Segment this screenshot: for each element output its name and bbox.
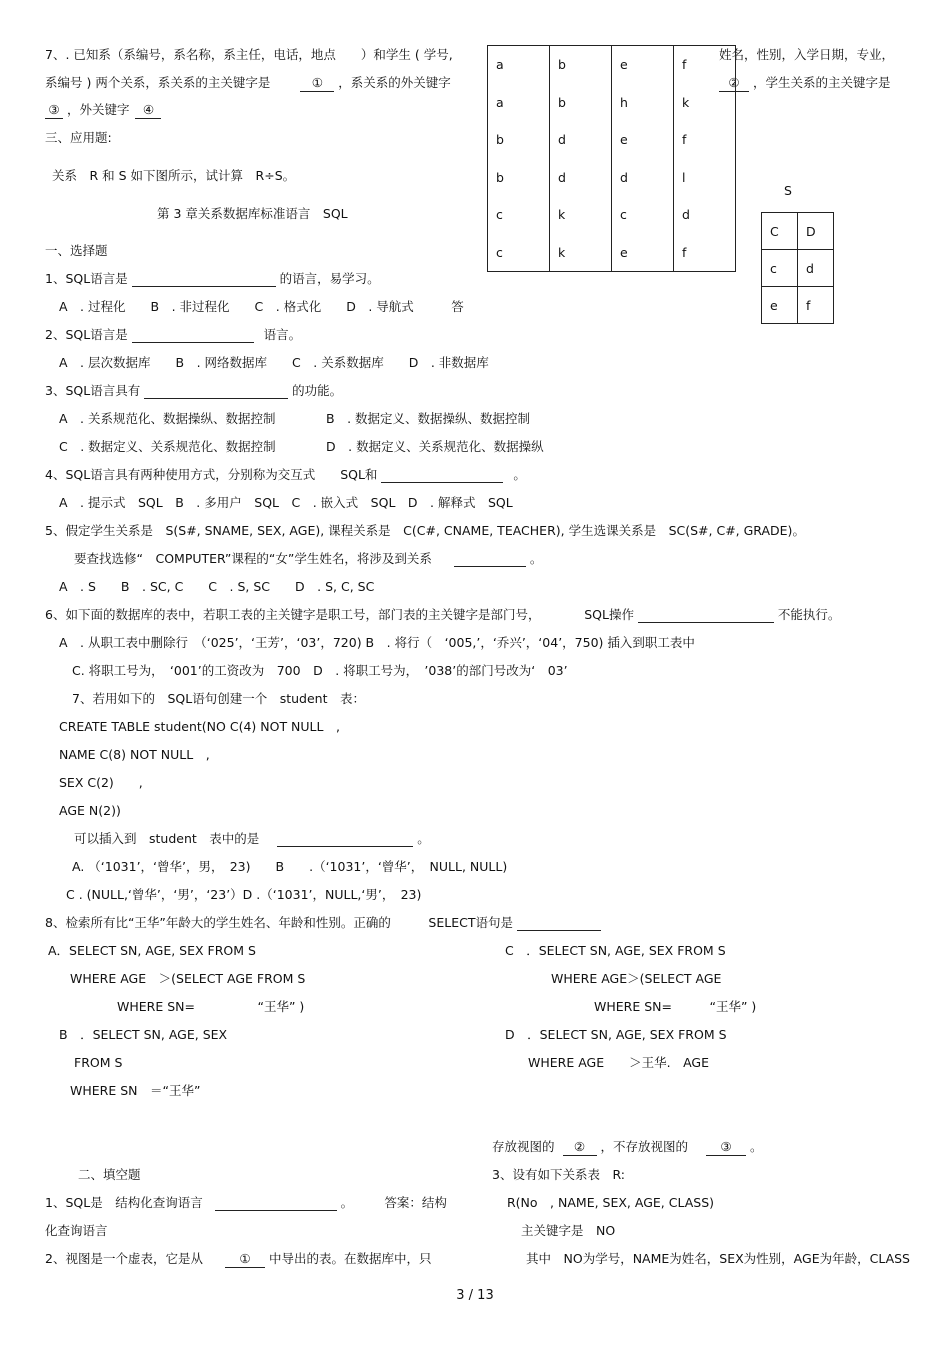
q8-option-a2: WHERE AGE ＞(SELECT AGE FROM S	[70, 971, 306, 986]
q8-option-c2: WHERE AGE＞(SELECT AGE	[551, 971, 722, 986]
section-1-heading: 一、选择题	[45, 243, 108, 258]
table-r-cell: b	[550, 84, 612, 122]
q4-question	[45, 467, 526, 483]
table-s-cell: e	[762, 287, 798, 324]
table-r-cell: c	[612, 196, 674, 234]
table-s-cell: d	[798, 250, 834, 287]
table-r-cell: b	[550, 46, 612, 84]
table-r-cell: d	[550, 159, 612, 197]
q8-option-a1: A．SELECT SN, AGE, SEX FROM S	[48, 943, 256, 958]
table-s-cell: c	[762, 250, 798, 287]
q8-option-c3: WHERE SN= “王华” )	[594, 999, 757, 1014]
blank-3: ③	[45, 102, 63, 119]
q8-line1-text: 8、检索所有比“王华”年龄大的学生姓名、年龄和性别。正确的 SELECT语句是	[45, 915, 513, 930]
section-3-heading: 三、应用题:	[45, 130, 112, 145]
q3-text: 3、SQL语言具有	[45, 383, 141, 398]
q7-line1: 7、. 已知系（系编号，系名称，系主任，电话，地点 ）和学生 ( 学号,	[45, 47, 453, 62]
q8-option-b2: FROM S	[74, 1055, 123, 1070]
f1-blank	[215, 1196, 337, 1211]
table-r-row	[488, 46, 736, 84]
q5-blank	[454, 552, 526, 567]
q7sql-code2: NAME C(8) NOT NULL ,	[59, 747, 210, 762]
f3-line1: 3、设有如下关系表 R:	[492, 1167, 625, 1182]
q5-line2	[74, 551, 542, 567]
f3-line2: R(No , NAME, SEX, AGE, CLASS)	[507, 1195, 715, 1210]
table-s-row	[762, 287, 834, 324]
table-r-cell: f	[674, 234, 736, 272]
q6-options-ab: A . 从职工表中删除行 （‘025’，‘王芳’，‘03’，720) B . 将行（ ‘005,’，‘乔兴’，‘04’，750) 插入到职工表中	[59, 635, 695, 650]
q7-right-line1: 姓名，性别，入学日期，专业，	[719, 47, 895, 62]
table-r-cell: a	[488, 84, 550, 122]
f2-line	[45, 1251, 431, 1268]
table-r-cell: k	[550, 234, 612, 272]
q3-blank	[144, 384, 288, 399]
q8-option-d1: D ．SELECT SN, AGE, SEX FROM S	[505, 1027, 727, 1042]
q3-option-a: A . 关系规范化、数据操纵、数据控制	[59, 411, 276, 426]
blank-4: ④	[135, 102, 161, 119]
q2-options: A . 层次数据库 B . 网络数据库 C . 关系数据库 D . 非数据库	[59, 355, 489, 370]
table-r-row	[488, 234, 736, 272]
q1-question	[45, 271, 380, 287]
q7-line2-text-b: ，系关系的外关键字	[338, 75, 451, 90]
q2-question	[45, 327, 301, 343]
q5-line1: 5、假定学生关系是 S(S#, SNAME, SEX, AGE), 课程关系是 C(C#, CNAME, TEACHER), 学生选课关系是 SC(S#, C#, GRADE)。	[45, 523, 805, 538]
q4-text-b: 。	[513, 467, 526, 482]
q4-options: A . 提示式 SQL B . 多用户 SQL C . 嵌入式 SQL D . 解释式 SQL	[59, 495, 513, 510]
q6-options-cd: C. 将职工号为， ‘001’的工资改为 700 D . 将职工号为， ’038’的部门号改为‘ 03’	[72, 663, 568, 678]
relation-question: 关系 R 和 S 如下图所示，试计算 R÷S。	[52, 168, 296, 183]
q7sql-line2-end: 。	[417, 831, 430, 846]
q3-text-b: 的功能。	[292, 383, 343, 398]
table-r-cell: e	[612, 46, 674, 84]
q3-option-c: C . 数据定义、关系规范化、数据控制	[59, 439, 276, 454]
f2-text: 2、视图是一个虚表，它是从	[45, 1251, 203, 1266]
q7sql-line2-text: 可以插入到 student 表中的是	[74, 831, 260, 846]
q7-line3-text: ，外关键字	[66, 102, 130, 117]
page-number: 3 / 13	[456, 1288, 494, 1303]
table-r	[487, 45, 736, 272]
q2-blank	[132, 328, 254, 343]
q8-blank	[517, 916, 601, 931]
table-r-cell: c	[488, 196, 550, 234]
q1-options: A . 过程化 B . 非过程化 C . 格式化 D . 导航式 答	[59, 299, 464, 314]
q8-option-c1: C ．SELECT SN, AGE, SEX FROM S	[505, 943, 726, 958]
f3-line4: 其中 NO为学号，NAME为姓名，SEX为性别，AGE为年龄，CLASS	[526, 1251, 910, 1266]
view-cont-text-a: 存放视图的	[492, 1139, 555, 1154]
table-r-cell: d	[674, 196, 736, 234]
q1-blank	[132, 272, 276, 287]
q1-text-b: 的语言，易学习。	[279, 271, 380, 286]
table-s-label: S	[784, 183, 792, 198]
table-r-cell: f	[674, 46, 736, 84]
q6-line1-end: 不能执行。	[777, 607, 841, 622]
blank-1: ①	[300, 75, 334, 92]
q7sql-code4: AGE N(2))	[59, 803, 121, 818]
q7sql-options-ab: A. （‘1031’，‘曾华’，男， 23) B .（‘1031’，‘曾华’， NULL, NULL)	[72, 859, 508, 874]
table-r-cell: b	[488, 121, 550, 159]
q7sql-code3: SEX C(2) ,	[59, 775, 143, 790]
table-r-cell: k	[674, 84, 736, 122]
q7-line2	[45, 75, 451, 92]
table-s-cell: f	[798, 287, 834, 324]
table-r-cell: e	[612, 121, 674, 159]
q8-option-d2: WHERE AGE ＞王华. AGE	[528, 1055, 710, 1070]
q8-option-a3: WHERE SN= “王华” )	[117, 999, 305, 1014]
table-s	[761, 212, 834, 324]
q5-line2-end: 。	[529, 551, 543, 566]
f1-answer: 。 答案：结构	[340, 1195, 447, 1210]
table-r-cell: c	[488, 234, 550, 272]
q3-option-d: D . 数据定义、关系规范化、数据操纵	[326, 439, 544, 454]
section-2-heading: 二、填空题	[78, 1167, 141, 1182]
q6-blank	[638, 608, 774, 623]
q7sql-options-cd: C . (NULL,‘曾华’，‘男’，‘23’）D .（‘1031’，NULL,‘男’， 23)	[66, 887, 422, 902]
table-r-cell: h	[612, 84, 674, 122]
q7-right-line2	[719, 75, 891, 92]
table-r-cell: e	[612, 234, 674, 272]
q3-question	[45, 383, 342, 399]
f1-line2: 化查询语言	[45, 1223, 108, 1238]
table-r-cell: b	[488, 159, 550, 197]
q2-text-b: 语言。	[263, 327, 302, 342]
q7sql-line2	[74, 831, 430, 847]
table-r-cell: d	[550, 121, 612, 159]
q7sql-line1: 7、若用如下的 SQL语句创建一个 student 表：	[72, 691, 365, 706]
view-continuation	[492, 1139, 762, 1156]
table-r-row	[488, 159, 736, 197]
view-cont-end: 。	[749, 1139, 763, 1154]
q3-option-b: B . 数据定义、数据操纵、数据控制	[326, 411, 531, 426]
table-r-cell: d	[612, 159, 674, 197]
q6-line1	[45, 607, 840, 623]
view-cont-text-b: ，不存放视图的	[600, 1139, 688, 1154]
table-r-cell: l	[674, 159, 736, 197]
q7sql-code1: CREATE TABLE student(NO C(4) NOT NULL ,	[59, 719, 340, 734]
f1-line	[45, 1195, 447, 1211]
q4-blank	[381, 468, 503, 483]
table-r-cell: f	[674, 121, 736, 159]
q7-line2-text: 系编号 ) 两个关系，系关系的主关键字是	[45, 75, 271, 90]
q7-right-line2-text: ，学生关系的主关键字是	[752, 75, 891, 90]
f2-blank-1: ①	[225, 1251, 265, 1268]
table-s-row	[762, 213, 834, 250]
table-r-row	[488, 84, 736, 122]
q1-text: 1、SQL语言是	[45, 271, 128, 286]
q7-line3	[45, 102, 161, 119]
q4-text: 4、SQL语言具有两种使用方式，分别称为交互式 SQL和	[45, 467, 378, 482]
q5-options: A . S B . SC, C C . S, SC D . S, C, SC	[59, 579, 375, 594]
q8-option-b3: WHERE SN ＝“王华”	[70, 1083, 201, 1098]
q8-option-b1: B ．SELECT SN, AGE, SEX	[59, 1027, 228, 1042]
table-s-cell: D	[798, 213, 834, 250]
table-s-cell: C	[762, 213, 798, 250]
table-s-row	[762, 250, 834, 287]
view-blank-3: ③	[706, 1139, 746, 1156]
table-r-cell: k	[550, 196, 612, 234]
view-blank-2: ②	[563, 1139, 597, 1156]
table-r-row	[488, 196, 736, 234]
q6-line1-text: 6、如下面的数据库的表中，若职工表的主关键字是职工号，部门表的主关键字是部门号， SQL操作	[45, 607, 634, 622]
f2-text-b: 中导出的表。在数据库中，只	[268, 1251, 432, 1266]
f1-text: 1、SQL是 结构化查询语言	[45, 1195, 203, 1210]
table-r-row	[488, 121, 736, 159]
chapter-title: 第 3 章关系数据库标准语言 SQL	[157, 206, 348, 221]
q5-line2-text: 要查找选修“ COMPUTER”课程的“女”学生姓名，将涉及到关系	[74, 551, 432, 566]
q7sql-blank	[277, 832, 413, 847]
table-r-cell: a	[488, 46, 550, 84]
q8-line1	[45, 915, 601, 931]
blank-2: ②	[719, 75, 749, 92]
q2-text: 2、SQL语言是	[45, 327, 128, 342]
f3-line3: 主关键字是 NO	[521, 1223, 616, 1238]
